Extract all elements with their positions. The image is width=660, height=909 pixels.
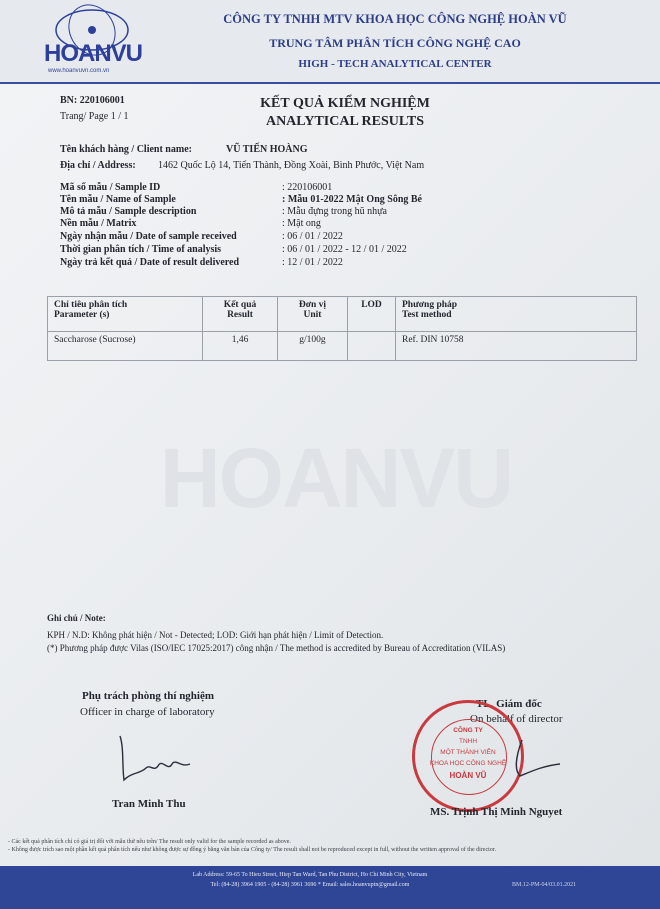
- lab-address: Lab Address: 59-65 To Hieu Street, Hiep Tan Ward, Tan Phu District, Ho Chi Minh City, Vietnam: [192, 872, 428, 878]
- right-signatory-name: MS. Trịnh Thị Minh Nguyet: [430, 806, 563, 818]
- sample-value: : 06 / 01 / 2022: [282, 231, 343, 242]
- signature-right-icon: [500, 736, 590, 786]
- sample-value: : 12 / 01 / 2022: [282, 257, 343, 268]
- sample-value: : 220106001: [282, 182, 333, 193]
- header-cell: LOD: [348, 297, 396, 332]
- sample-value: : Mật ong: [282, 218, 321, 229]
- signature-left-icon: [110, 728, 220, 788]
- company-seal: CÔNG TY TNHH MỘT THÀNH VIÊN KHOA HỌC CÔNG NGHỆ HOÀN VŨ: [412, 700, 524, 812]
- title-vi: KẾT QUẢ KIỂM NGHIỆM: [260, 96, 430, 111]
- note-line: KPH / N.D: Không phát hiện / Not - Detected; LOD: Giới hạn phát hiện / Limit of Detection.: [47, 630, 384, 640]
- parameter-cell: Saccharose (Sucrose): [48, 332, 203, 361]
- sample-label: Ngày trả kết quả / Date of result delivered: [60, 257, 240, 268]
- unit-cell: g/100g: [278, 332, 348, 361]
- sample-value: : Mẫu đựng trong hũ nhựa: [282, 206, 387, 217]
- address-label: Địa chỉ / Address:: [60, 160, 136, 171]
- left-signatory-name: Tran Minh Thu: [112, 798, 186, 810]
- table-header-row: [48, 297, 637, 332]
- sample-label: Ngày nhận mẫu / Date of sample received: [60, 231, 237, 242]
- sample-label: Thời gian phân tích / Time of analysis: [60, 244, 222, 255]
- header-cell: Kết quả Result: [203, 297, 278, 332]
- watermark-logo: HOANVU: [160, 431, 513, 525]
- left-signatory-title-en: Officer in charge of laboratory: [80, 706, 215, 718]
- logo-word: HOANVU: [44, 40, 143, 67]
- footer: [0, 836, 660, 909]
- table-row: [48, 332, 637, 361]
- header-cell: Chỉ tiêu phân tích Parameter (s): [48, 297, 203, 332]
- letterhead: [0, 0, 660, 84]
- center-name-vi: TRUNG TÂM PHÂN TÍCH CÔNG NGHỆ CAO: [269, 36, 521, 50]
- method-cell: Ref. DIN 10758: [396, 332, 637, 361]
- header-cell: Phương pháp Test method: [396, 297, 637, 332]
- page-number: Trang/ Page 1 / 1: [60, 111, 129, 122]
- sample-value: : 06 / 01 / 2022 - 12 / 01 / 2022: [282, 244, 407, 255]
- company-logo: [40, 4, 150, 74]
- note-title: Ghi chú / Note:: [47, 613, 106, 623]
- center-name-en: HIGH - TECH ANALYTICAL CENTER: [298, 58, 492, 70]
- right-signatory-title-en: On behalf of director: [470, 713, 563, 725]
- client-name: VŨ TIẾN HOÀNG: [226, 144, 308, 155]
- right-signatory-title-vi: TL. Giám đốc: [476, 698, 542, 710]
- logo-url: www.hoanvuvn.com.vn: [48, 68, 110, 74]
- lod-cell: [348, 332, 396, 361]
- client-name-label: Tên khách hàng / Client name:: [60, 144, 192, 155]
- sample-value: : Mẫu 01-2022 Mật Ong Sông Bé: [282, 194, 422, 205]
- sample-label: Tên mẫu / Name of Sample: [60, 194, 176, 205]
- note-line: (*) Phương pháp được Vilas (ISO/IEC 17025:2017) công nhận / The method is accredited by Bureau of Accreditation (VILAS): [47, 643, 506, 653]
- form-code: BM.12-PM-04/03.01.2021: [512, 882, 577, 888]
- footer-bar: [0, 866, 660, 909]
- left-signatory-title-vi: Phụ trách phòng thí nghiệm: [82, 690, 215, 702]
- results-table: [47, 296, 637, 361]
- company-name: CÔNG TY TNHH MTV KHOA HỌC CÔNG NGHỆ HOÀN VŨ: [223, 12, 567, 26]
- batch-number: BN: 220106001: [60, 95, 125, 106]
- sample-label: Mã số mẫu / Sample ID: [60, 182, 161, 193]
- header-cell: Đơn vị Unit: [278, 297, 348, 332]
- address-value: 1462 Quốc Lộ 14, Tiến Thành, Đồng Xoài, Bình Phước, Việt Nam: [158, 160, 425, 171]
- sample-label: Mô tả mẫu / Sample description: [60, 206, 197, 217]
- lab-contact: Tel: (84-28) 3964 1905 - (84-28) 3961 3696 * Email: sales.hoanvuptn@gmail.com: [210, 882, 410, 888]
- result-cell: 1,46: [203, 332, 278, 361]
- sample-label: Nền mẫu / Matrix: [60, 218, 137, 229]
- disclaimer: - Các kết quả phân tích chỉ có giá trị đối với mẫu thử nêu trên/ The result only valid for the sample recorded as above. - Không được trích sao một phần kết quả phân tích nếu như không được sự đồng ý bằng văn bản của Công ty/ The result shall not be reproduced except in full, without the written approval of the director.: [8, 839, 496, 853]
- title-en: ANALYTICAL RESULTS: [265, 114, 425, 129]
